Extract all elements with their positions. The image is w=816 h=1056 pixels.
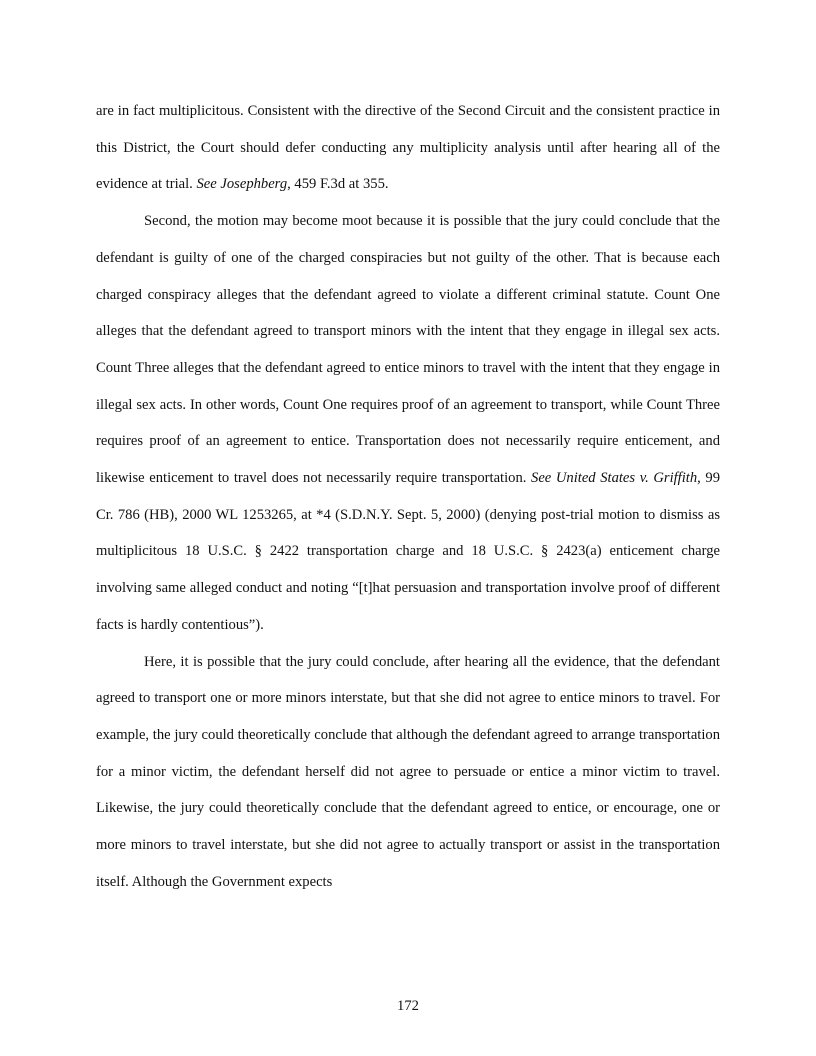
paragraph-2 — [96, 203, 720, 643]
paragraph-2-text: Second, the motion may become moot because it is possible that the jury could conclude that the defendant is guilty of one of the charged conspiracies but not guilty of the other. That is because each charged conspiracy alleges that the defendant agreed to violate a different criminal statute. Count One alleges that the defendant agreed to transport minors with the intent that they engage in illegal sex acts. Count Three alleges that the defendant agreed to entice minors to travel with the intent that they engage in illegal sex acts. In other words, Count One requires proof of an agreement to transport, while Count Three requires proof of an agreement to entice. Transportation does not necessarily require enticement, and likewise enticement to travel does not necessarily require transportation. — [96, 213, 720, 487]
page-number: 172 — [397, 998, 419, 1014]
paragraph-3 — [96, 644, 720, 901]
case-citation-griffith: See United States v. Griffith — [531, 470, 698, 487]
case-citation-josephberg: See Josephberg — [196, 176, 288, 193]
paragraph-1-text: are in fact multiplicitous. Consistent with the directive of the Second Circuit and the consistent practice in this District, the Court should defer conducting any multiplicity analysis until after hearing all of the evidence at trial. — [96, 103, 720, 193]
paragraph-2-citation-text: , 99 Cr. 786 (HB), 2000 WL 1253265, at *4 (S.D.N.Y. Sept. 5, 2000) (denying post-trial motion to dismiss as multiplicitous 18 U.S.C. § 2422 transportation charge and 18 U.S.C. § 2423(a) enticement charge involving same alleged conduct and noting “[t]hat persuasion and transportation involve proof of different facts is hardly contentious”). — [96, 470, 720, 633]
paragraph-1 — [96, 93, 720, 203]
document-body — [96, 93, 720, 900]
paragraph-3-text: Here, it is possible that the jury could conclude, after hearing all the evidence, that the defendant agreed to transport one or more minors interstate, but that she did not agree to entice minors to travel. For example, the jury could theoretically conclude that although the defendant agreed to arrange transportation for a minor victim, the defendant herself did not agree to persuade or entice a minor victim to travel. Likewise, the jury could theoretically conclude that the defendant agreed to entice, or encourage, one or more minors to travel interstate, but she did not agree to actually transport or assist in the transportation itself. Although the Government expects — [96, 653, 720, 890]
paragraph-1-citation-text: , 459 F.3d at 355. — [287, 176, 389, 193]
